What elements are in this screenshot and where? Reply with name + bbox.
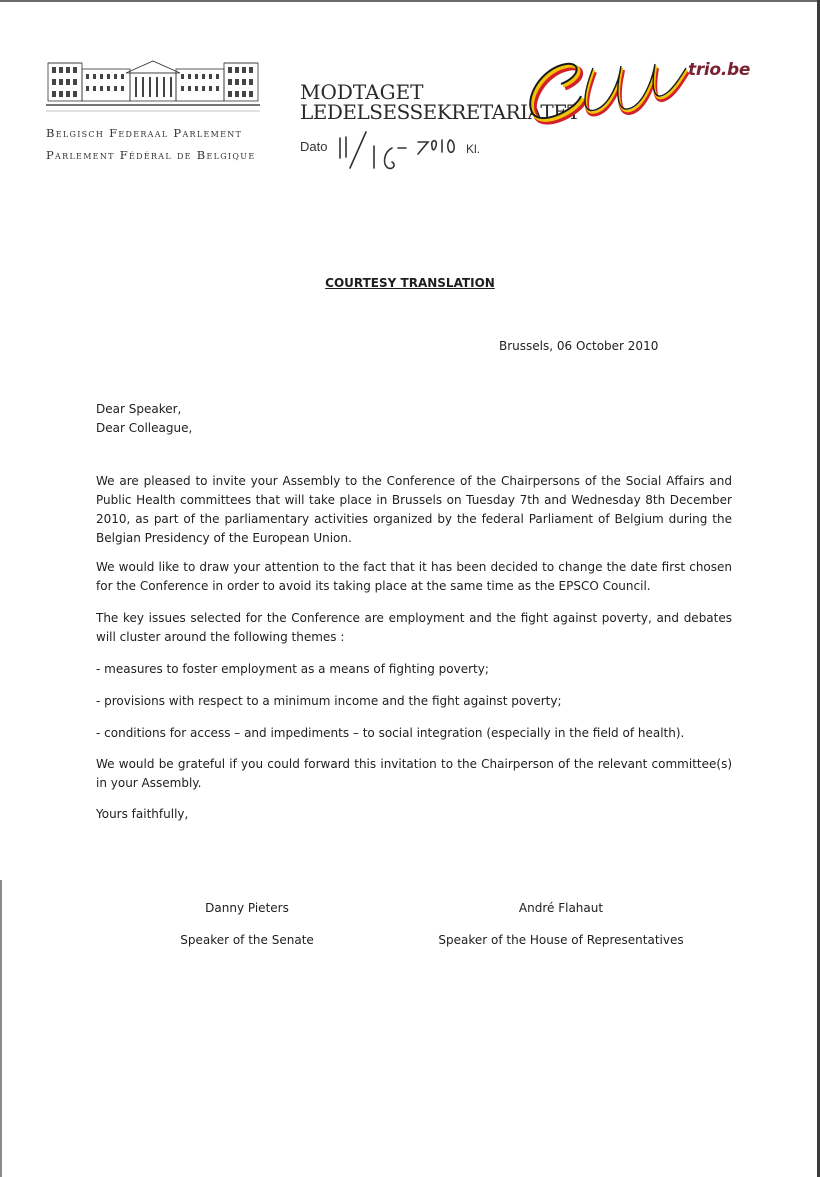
institution-name-nl: Belgisch Federaal Parlement (46, 126, 243, 140)
paragraph-request: We would be grateful if you could forward this invitation to the Chairperson of the relevant committee(s) in your Assembly. (96, 757, 732, 790)
theme-item: - provisions with respect to a minimum income and the fight against poverty; (96, 694, 562, 708)
signatory-name-house: André Flahaut (518, 901, 604, 915)
signatory-role-house: Speaker of the House of Representatives (438, 933, 684, 947)
salutation-line-1: Dear Speaker, (96, 402, 182, 416)
salutation-line-2: Dear Colleague, (96, 421, 193, 435)
stamp-date-label: Dato (300, 139, 328, 154)
institution-name-fr: Parlement Fédéral de Belgique (46, 148, 256, 162)
scan-edge-top (0, 0, 820, 2)
theme-item: - measures to foster employment as a means of fighting poverty; (96, 662, 489, 676)
closing: Yours faithfully, (96, 807, 189, 821)
signatory-role-senate: Speaker of the Senate (180, 933, 314, 947)
eu-presidency-logo (525, 58, 690, 128)
presidency-site-label: trio.be (688, 60, 751, 80)
document-title: COURTESY TRANSLATION (325, 276, 495, 290)
scan-edge-left (0, 880, 2, 1177)
parliament-building-icon (46, 49, 260, 116)
paragraph-invitation: We are pleased to invite your Assembly to the Conference of the Chairpersons of the Social Affairs and Public Health committees that will take place in Brussels on Tuesday 7th and Wednesday 8th December 2010, as part of the parliamentary activities organized by the federal Parliament of Belgium during the Belgian Presidency of the European Union. (96, 474, 732, 545)
paragraph-date-change: We would like to draw your attention to the fact that it has been decided to change the date first chosen for the Conference in order to avoid its taking place at the same time as the EPSCO Council. (96, 560, 732, 593)
stamp-time-label: Kl. (466, 142, 481, 156)
paragraph-key-issues: The key issues selected for the Conference are employment and the fight against poverty, and debates will cluster around the following themes : (96, 611, 732, 644)
theme-item: - conditions for access – and impediments – to social integration (especially in the field of health). (96, 726, 685, 740)
received-stamp-line2: LEDELSESSEKRETARIATET (300, 100, 581, 124)
received-stamp-line1: MODTAGET (300, 80, 424, 104)
signatory-name-senate: Danny Pieters (205, 901, 289, 915)
handwritten-date (336, 128, 466, 174)
dateline: Brussels, 06 October 2010 (499, 339, 659, 353)
salutation (96, 400, 192, 438)
